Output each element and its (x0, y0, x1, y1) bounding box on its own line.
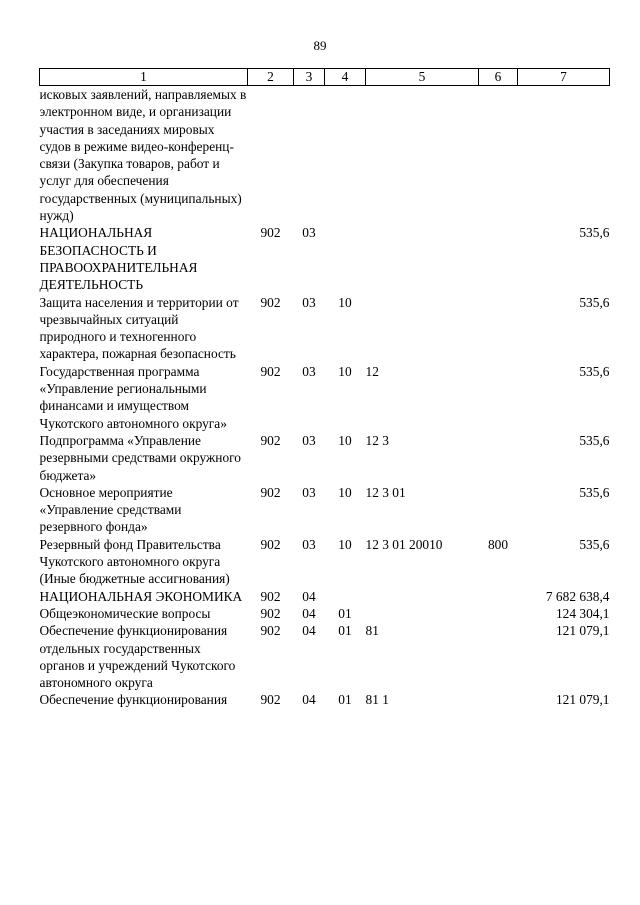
row-name: Обеспечение функционирования отдельных государственных органов и учреждений Чукотского автономного округа (39, 623, 236, 691)
row-subsection-code: 10 (338, 363, 352, 379)
table-row (40, 622, 610, 691)
row-expense-type (479, 691, 518, 708)
header-col-2: 2 (248, 69, 294, 86)
row-subsection-code (325, 224, 366, 293)
row-section-code: 04 (302, 588, 316, 604)
row-target-code: 81 1 (365, 692, 389, 708)
row-name: Общеэкономические вопросы (39, 605, 211, 621)
row-amount: 535,6 (579, 536, 610, 552)
row-expense-type (479, 294, 518, 363)
row-target-code (366, 588, 479, 605)
row-ministry-code: 902 (260, 484, 281, 500)
row-amount: 535,6 (579, 294, 610, 310)
row-expense-type (479, 224, 518, 293)
row-ministry-code: 902 (260, 225, 281, 241)
header-col-3: 3 (294, 69, 325, 86)
row-amount: 124 304,1 (555, 605, 610, 621)
row-target-code (366, 224, 479, 293)
row-ministry-code: 902 (260, 605, 281, 621)
row-target-code: 12 3 01 20010 (365, 536, 443, 552)
row-name: Защита населения и территории от чрезвычайных ситуаций природного и техногенного характера, пожарная безопасность (39, 294, 239, 362)
row-section-code (294, 86, 325, 225)
row-target-code: 12 3 (365, 432, 389, 448)
row-name: Основное мероприятие «Управление средствами резервного фонда» (39, 484, 182, 535)
row-target-code: 12 3 01 (365, 484, 406, 500)
row-target-code: 12 (365, 363, 379, 379)
row-expense-type (479, 622, 518, 691)
header-col-1: 1 (40, 69, 248, 86)
row-ministry-code: 902 (260, 692, 281, 708)
table-body (40, 86, 610, 709)
row-section-code: 04 (302, 692, 316, 708)
row-subsection-code: 10 (338, 294, 352, 310)
row-section-code: 03 (302, 484, 316, 500)
header-col-7: 7 (518, 69, 610, 86)
row-subsection-code: 10 (338, 536, 352, 552)
table-row (40, 691, 610, 708)
row-section-code: 04 (302, 605, 316, 621)
row-target-code (366, 86, 479, 225)
row-target-code: 81 (365, 623, 379, 639)
row-expense-type (479, 484, 518, 536)
row-target-code (366, 605, 479, 622)
row-subsection-code (325, 86, 366, 225)
table-row (40, 536, 610, 588)
table-row (40, 605, 610, 622)
row-ministry-code: 902 (260, 432, 281, 448)
table-row (40, 294, 610, 363)
row-ministry-code: 902 (260, 588, 281, 604)
row-ministry-code: 902 (260, 623, 281, 639)
row-name: Резервный фонд Правительства Чукотского автономного округа (Иные бюджетные ассигнования) (39, 536, 230, 587)
header-col-6: 6 (479, 69, 518, 86)
row-expense-type: 800 (487, 536, 509, 552)
row-amount: 121 079,1 (555, 623, 610, 639)
row-amount: 535,6 (579, 432, 610, 448)
row-name: Государственная программа «Управление региональными финансами и имуществом Чукотского автономного округа» (39, 363, 227, 431)
table-row (40, 484, 610, 536)
table-row (40, 363, 610, 432)
row-section-code: 03 (302, 363, 316, 379)
table-row (40, 588, 610, 605)
row-amount: 7 682 638,4 (545, 588, 610, 604)
row-ministry-code: 902 (260, 294, 281, 310)
row-subsection-code: 01 (338, 623, 352, 639)
row-ministry-code: 902 (260, 536, 281, 552)
row-expense-type (479, 363, 518, 432)
budget-table (39, 68, 610, 709)
row-name: НАЦИОНАЛЬНАЯ БЕЗОПАСНОСТЬ И ПРАВООХРАНИТЕЛЬНАЯ ДЕЯТЕЛЬНОСТЬ (39, 225, 198, 293)
row-section-code: 04 (302, 623, 316, 639)
row-amount: 121 079,1 (555, 692, 610, 708)
table-row (40, 86, 610, 225)
header-col-5: 5 (366, 69, 479, 86)
row-amount: 535,6 (579, 484, 610, 500)
page-number: 89 (313, 38, 327, 53)
table-row (40, 432, 610, 484)
row-amount: 535,6 (579, 363, 610, 379)
row-name: НАЦИОНАЛЬНАЯ ЭКОНОМИКА (39, 588, 243, 604)
row-amount: 535,6 (579, 225, 610, 241)
header-row (40, 69, 610, 86)
row-name: Обеспечение функционирования (39, 692, 228, 708)
row-subsection-code: 01 (338, 692, 352, 708)
row-section-code: 03 (302, 294, 316, 310)
row-name: Подпрограмма «Управление резервными средствами окружного бюджета» (39, 432, 241, 483)
row-amount (518, 86, 610, 225)
row-section-code: 03 (302, 432, 316, 448)
row-section-code: 03 (302, 225, 316, 241)
row-section-code: 03 (302, 536, 316, 552)
table-row (40, 224, 610, 293)
row-expense-type (479, 588, 518, 605)
row-ministry-code: 902 (260, 363, 281, 379)
header-col-4: 4 (325, 69, 366, 86)
row-expense-type (479, 432, 518, 484)
row-subsection-code: 10 (338, 484, 352, 500)
row-expense-type (479, 605, 518, 622)
row-subsection-code: 10 (338, 432, 352, 448)
row-name: исковых заявлений, направляемых в электронном виде, и организации участия в заседаниях мировых судов в режиме видео-конференц-связи (Закупка товаров, работ и услуг для обеспечения государственных (муниципальных) нужд) (39, 87, 247, 224)
row-target-code (366, 294, 479, 363)
row-expense-type (479, 86, 518, 225)
row-subsection-code (325, 588, 366, 605)
row-ministry-code (248, 86, 294, 225)
row-subsection-code: 01 (338, 605, 352, 621)
